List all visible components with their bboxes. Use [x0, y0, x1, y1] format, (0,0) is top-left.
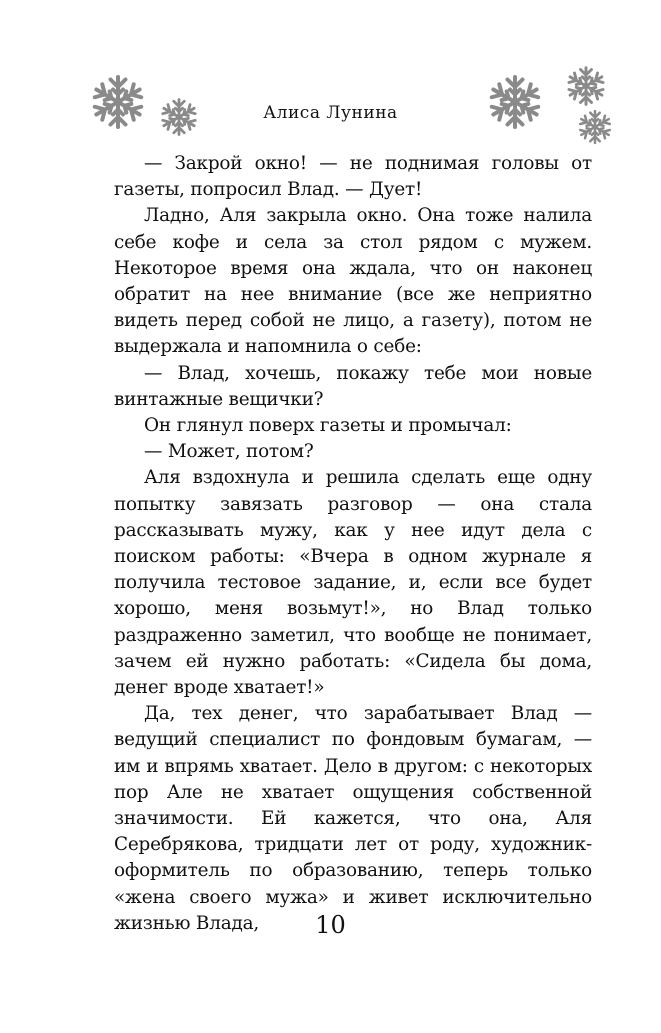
running-title: Алиса Лунина [263, 103, 398, 123]
paragraph: Ладно, Аля закрыла окно. Она тоже налила себе кофе и села за стол рядом с мужем. Некоторое время она ждала, что он наконец обратит на нее внимание (все же неприятно видеть перед собой не лицо, а газету), потом не выдержала и напомнила о себе: [114, 205, 592, 358]
paragraph: Он глянул поверх газеты и промычал: [144, 415, 512, 437]
paragraph: Да, тех денег, что зарабатывает Влад — ведущий специалист по фондовым бумагам, — им и впрямь хватает. Дело в другом: с некоторых пор Але не хватает ощущения собственной значимости. Ей кажется, что она, Аля Серебрякова, тридцати лет от роду, художник-оформитель по образованию, теперь только «жена своего мужа» и живет исключительно жизнью Влада, [114, 703, 592, 934]
paragraph: — Влад, хочешь, покажу тебе мои новые винтажные вещички? [114, 362, 592, 410]
page-number: 10 [315, 911, 346, 939]
snowflake-icon [564, 64, 608, 108]
paragraph: — Закрой окно! — не поднимая головы от газеты, попросил Влад. — Дует! [114, 153, 592, 201]
body-text [114, 151, 592, 937]
paragraph: — Может, потом? [144, 441, 314, 463]
paragraph: Аля вздохнула и решила сделать еще одну попытку завязать разговор — она стала рассказывать мужу, как у нее идут дела с поиском работы: «Вчера в одном журнале я получила тестовое задание, и, если все будет хорошо, меня возьмут!», но Влад только раздраженно заметил, что вообще не понимает, зачем ей нужно работать: «Сидела бы дома, денег вроде хватает!» [114, 467, 592, 699]
snowflake-icon [88, 72, 148, 132]
snowflake-icon [485, 72, 545, 132]
